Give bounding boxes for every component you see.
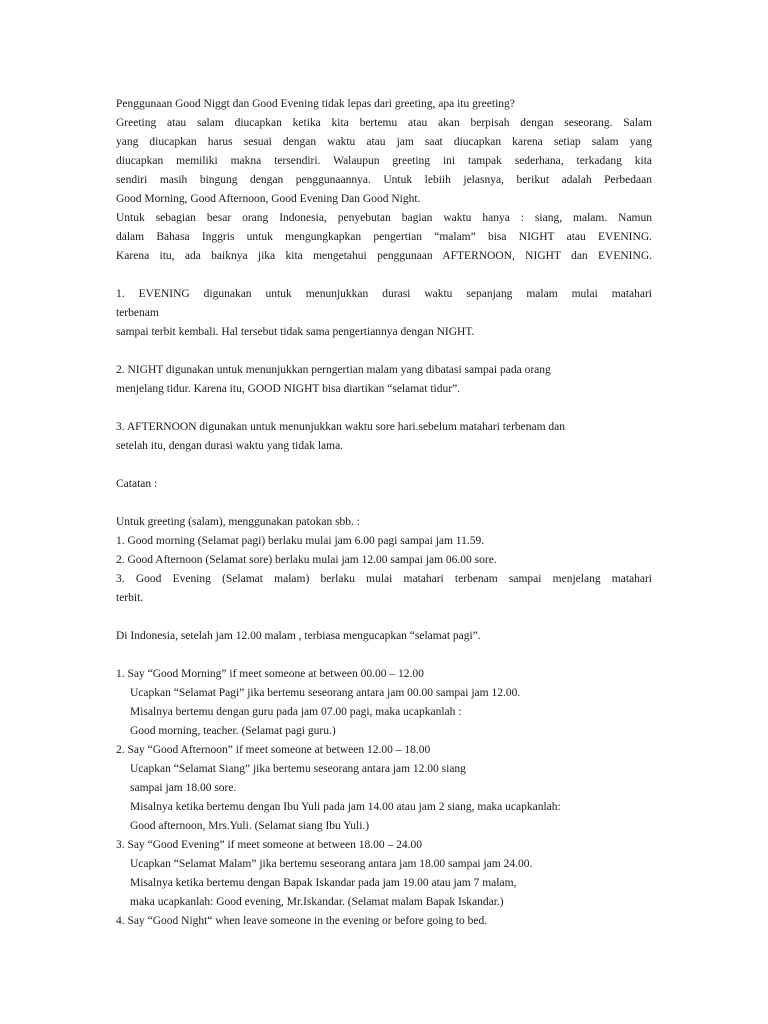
patokan-line: 2. Good Afternoon (Selamat sore) berlaku mulai jam 12.00 sampai jam 06.00 sore. [116,554,497,566]
say-item-detail: Ucapkan “Selamat Malam” jika bertemu seseorang antara jam 18.00 sampai jam 24.00. [130,858,533,870]
patokan-line: terbit. [116,592,144,604]
paragraph-spacer [116,494,652,513]
say-item-detail: Good afternoon, Mrs.Yuli. (Selamat siang Ibu Yuli.) [130,820,370,832]
evening-definition: sampai terbit kembali. Hal tersebut tidak sama pengertiannya dengan NIGHT. [116,326,475,338]
say-item-detail: Misalnya bertemu dengan guru pada jam 07.00 pagi, maka ucapkanlah : [130,706,462,718]
say-item-detail: sampai jam 18.00 sore. [130,782,237,794]
intro-line: Untuk sebagian besar orang Indonesia, penyebutan bagian waktu hanya : siang, malam. Namun [116,212,652,224]
intro-question: Penggunaan Good Niggt dan Good Evening tidak lepas dari greeting, apa itu greeting? [116,98,515,110]
patokan-line: Untuk greeting (salam), menggunakan patokan sbb. : [116,516,360,528]
say-item-detail: Good morning, teacher. (Selamat pagi guru.) [130,725,336,737]
say-item-heading: 4. Say “Good Night“ when leave someone in the evening or before going to bed. [116,915,488,927]
paragraph-spacer [116,456,652,475]
intro-line: Karena itu, ada baiknya jika kita mengetahui penggunaan AFTERNOON, NIGHT dan EVENING. [116,250,652,262]
intro-line: diucapkan memiliki makna tersendiri. Walaupun greeting ini tampak sederhana, terkadang kita [116,155,652,167]
say-item-heading: 2. Say “Good Afternoon” if meet someone at between 12.00 – 18.00 [116,744,431,756]
night-definition: menjelang tidur. Karena itu, GOOD NIGHT bisa diartikan “selamat tidur”. [116,383,461,395]
paragraph-spacer [116,266,652,285]
indonesia-note: Di Indonesia, setelah jam 12.00 malam , terbiasa mengucapkan “selamat pagi”. [116,630,481,642]
say-item-detail: Misalnya ketika bertemu dengan Bapak Iskandar pada jam 19.00 atau jam 7 malam, [130,877,517,889]
paragraph-spacer [116,342,652,361]
intro-line: Good Morning, Good Afternoon, Good Evening Dan Good Night. [116,193,421,205]
intro-line: Greeting atau salam diucapkan ketika kita bertemu atau akan berpisah dengan seseorang. Salam [116,117,652,129]
afternoon-definition: setelah itu, dengan durasi waktu yang tidak lama. [116,440,344,452]
document-body [116,95,652,931]
say-item-detail: maka ucapkanlah: Good evening, Mr.Iskandar. (Selamat malam Bapak Iskandar.) [130,896,504,908]
night-definition: 2. NIGHT digunakan untuk menunjukkan perngertian malam yang dibatasi sampai pada orang [116,364,551,376]
say-item-heading: 3. Say “Good Evening” if meet someone at between 18.00 – 24.00 [116,839,422,851]
intro-line: sendiri masih bingung dengan penggunaannya. Untuk lebiih jelasnya, berikut adalah Perbedaan [116,174,652,186]
intro-line: yang diucapkan harus sesuai dengan waktu atau jam saat diucapkan karena setiap salam yang [116,136,652,148]
say-item-detail: Ucapkan “Selamat Siang” jika bertemu seseorang antara jam 12.00 siang [130,763,466,775]
catatan-heading: Catatan : [116,478,158,490]
say-item-detail: Ucapkan “Selamat Pagi” jika bertemu seseorang antara jam 00.00 sampai jam 12.00. [130,687,521,699]
say-item-heading: 1. Say “Good Morning” if meet someone at between 00.00 – 12.00 [116,668,424,680]
paragraph-spacer [116,608,652,627]
paragraph-spacer [116,399,652,418]
afternoon-definition: 3. AFTERNOON digunakan untuk menunjukkan waktu sore hari.sebelum matahari terbenam dan [116,421,566,433]
evening-definition: terbenam [116,307,159,319]
say-item-detail: Misalnya ketika bertemu dengan Ibu Yuli pada jam 14.00 atau jam 2 siang, maka ucapkanlah: [130,801,561,813]
paragraph-spacer [116,646,652,665]
patokan-line: 1. Good morning (Selamat pagi) berlaku mulai jam 6.00 pagi sampai jam 11.59. [116,535,485,547]
evening-definition: 1. EVENING digunakan untuk menunjukkan durasi waktu sepanjang malam mulai matahari [116,288,652,300]
patokan-line: 3. Good Evening (Selamat malam) berlaku mulai matahari terbenam sampai menjelang matahari [116,573,652,585]
intro-line: dalam Bahasa Inggris untuk mengungkapkan pengertian “malam” bisa NIGHT atau EVENING. [116,231,652,243]
